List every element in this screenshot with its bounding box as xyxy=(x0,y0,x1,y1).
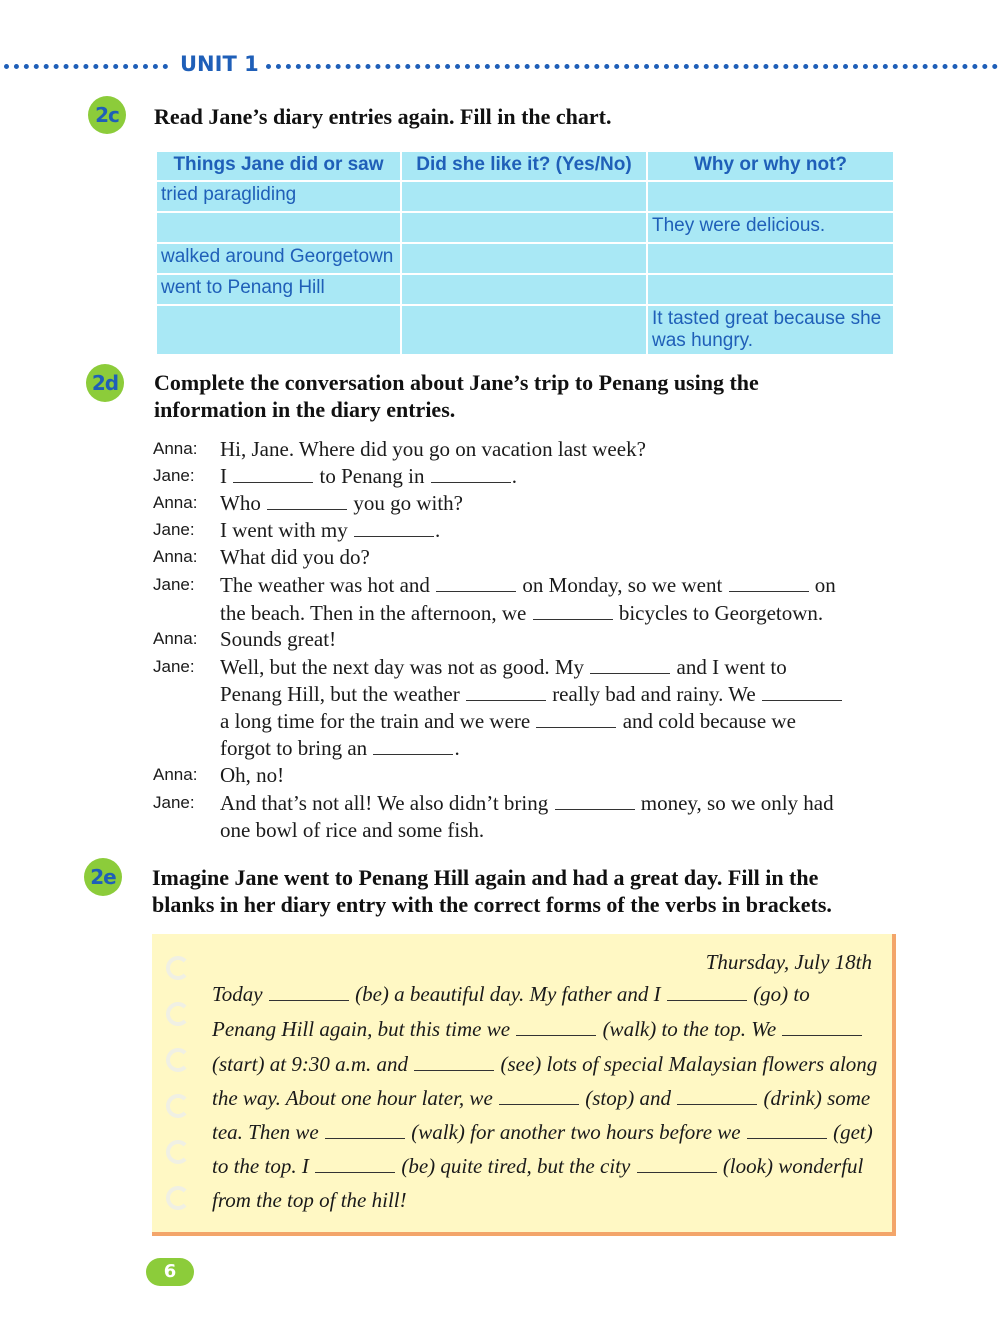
chart-cell[interactable] xyxy=(648,182,893,211)
answer-blank[interactable] xyxy=(373,737,453,755)
exercise-badge-2e: 2e xyxy=(84,858,122,896)
utterance-text: And that’s not all! We also didn’t bring xyxy=(220,791,549,815)
diary-date: Thursday, July 18th xyxy=(705,950,872,974)
chart-row xyxy=(157,306,893,354)
answer-blank[interactable] xyxy=(233,465,313,483)
diary-text: (go) to xyxy=(753,982,810,1006)
answer-blank[interactable] xyxy=(414,1053,494,1071)
utterance-text: and cold because we xyxy=(622,709,796,733)
chart-cell[interactable] xyxy=(157,306,400,354)
chart-cell[interactable]: tried paragliding xyxy=(157,182,400,211)
chart-cell[interactable]: went to Penang Hill xyxy=(157,275,400,304)
utterance xyxy=(220,545,895,570)
chart-cell[interactable] xyxy=(648,275,893,304)
instruction-2e-line1: Imagine Jane went to Penang Hill again and had a great day. Fill in the xyxy=(152,865,819,890)
speaker-label: Jane: xyxy=(153,657,195,676)
utterance-text: . xyxy=(454,736,460,760)
instruction-2d-line2: information in the diary entries. xyxy=(154,397,456,422)
speaker-label: Jane: xyxy=(153,575,195,594)
diary-text: Today xyxy=(212,982,263,1006)
answer-blank[interactable] xyxy=(590,656,670,674)
diary-text: Penang Hill again, but this time we xyxy=(212,1017,511,1041)
chart-row xyxy=(157,244,893,273)
utterance xyxy=(220,627,895,652)
binder-ring-icon xyxy=(166,1140,190,1164)
utterance-text: you go with? xyxy=(353,491,463,515)
utterance-text: a long time for the train and we were xyxy=(220,709,531,733)
diary-line xyxy=(212,1017,863,1042)
utterance-text: one bowl of rice and some fish. xyxy=(220,818,485,842)
dotted-rule-right xyxy=(266,64,998,69)
answer-blank[interactable] xyxy=(667,983,747,1001)
utterance-text: The weather was hot and xyxy=(220,573,430,597)
unit-header xyxy=(0,52,1000,80)
answer-blank[interactable] xyxy=(431,465,511,483)
answer-blank[interactable] xyxy=(762,683,842,701)
unit-label: UNIT 1 xyxy=(180,52,259,76)
utterance-text: I went with my xyxy=(220,518,348,542)
chart-cell[interactable] xyxy=(157,213,400,242)
utterance xyxy=(220,763,895,788)
utterance-text: . xyxy=(511,464,517,488)
diary-text: (be) quite tired, but the city xyxy=(401,1154,631,1178)
answer-blank[interactable] xyxy=(325,1121,405,1139)
utterance xyxy=(220,655,895,680)
answer-blank[interactable] xyxy=(637,1155,717,1173)
chart-cell[interactable] xyxy=(648,244,893,273)
binder-ring-icon xyxy=(166,956,190,980)
diary-text: (drink) some xyxy=(763,1086,871,1110)
chart-cell[interactable] xyxy=(402,306,646,354)
diary-text: (walk) to the top. We xyxy=(602,1017,777,1041)
answer-blank[interactable] xyxy=(466,683,546,701)
answer-blank[interactable] xyxy=(267,492,347,510)
chart-cell[interactable] xyxy=(402,182,646,211)
speaker-label: Anna: xyxy=(153,493,198,512)
diary-line xyxy=(212,1120,873,1145)
chart-cell[interactable] xyxy=(402,244,646,273)
utterance-text: forgot to bring an xyxy=(220,736,368,760)
chart-cell[interactable]: It tasted great because she was hungry. xyxy=(648,306,893,354)
answer-blank[interactable] xyxy=(533,602,613,620)
answer-blank[interactable] xyxy=(499,1087,579,1105)
utterance-text: bicycles to Georgetown. xyxy=(618,601,824,625)
utterance xyxy=(220,709,895,734)
utterance-text: money, so we only had xyxy=(640,791,834,815)
speaker-label: Anna: xyxy=(153,629,198,648)
answer-blank[interactable] xyxy=(747,1121,827,1139)
fill-in-chart xyxy=(155,150,895,356)
utterance-text: Hi, Jane. Where did you go on vacation last week? xyxy=(220,437,646,461)
answer-blank[interactable] xyxy=(555,792,635,810)
binder-ring-icon xyxy=(166,1002,190,1026)
speaker-label: Jane: xyxy=(153,466,195,485)
diary-line xyxy=(212,1154,863,1179)
utterance-text: Well, but the next day was not as good. My xyxy=(220,655,585,679)
chart-row xyxy=(157,213,893,242)
utterance xyxy=(220,437,895,462)
diary-text: tea. Then we xyxy=(212,1120,319,1144)
answer-blank[interactable] xyxy=(269,983,349,1001)
diary-text: the way. About one hour later, we xyxy=(212,1086,493,1110)
chart-cell[interactable] xyxy=(402,275,646,304)
utterance-text: . xyxy=(434,518,441,542)
answer-blank[interactable] xyxy=(354,519,434,537)
utterance-text: Who xyxy=(220,491,261,515)
utterance xyxy=(220,573,895,598)
speaker-label: Anna: xyxy=(153,765,198,784)
diary-text: to the top. I xyxy=(212,1154,309,1178)
utterance xyxy=(220,491,895,516)
utterance xyxy=(220,818,895,843)
diary-text: from the top of the hill! xyxy=(212,1188,407,1212)
utterance xyxy=(220,682,895,707)
chart-row xyxy=(157,182,893,211)
utterance-text: and I went to xyxy=(676,655,787,679)
utterance-text: to Penang in xyxy=(319,464,425,488)
column-header: Things Jane did or saw xyxy=(157,152,400,180)
speaker-label: Jane: xyxy=(153,520,195,539)
page-number: 6 xyxy=(146,1258,194,1286)
chart-header-row xyxy=(157,152,893,180)
instruction-2c: Read Jane’s diary entries again. Fill in the chart. xyxy=(154,104,612,129)
instruction-2d-line1: Complete the conversation about Jane’s trip to Penang using the xyxy=(154,370,759,395)
chart-cell[interactable]: They were delicious. xyxy=(648,213,893,242)
answer-blank[interactable] xyxy=(729,574,809,592)
diary-text: (see) lots of special Malaysian flowers along xyxy=(500,1052,878,1076)
answer-blank[interactable] xyxy=(536,710,616,728)
binder-ring-icon xyxy=(166,1186,190,1210)
utterance-text: Penang Hill, but the weather xyxy=(220,682,460,706)
utterance-text: What did you do? xyxy=(220,545,370,569)
diary-entry xyxy=(152,934,896,1236)
diary-text: (be) a beautiful day. My father and I xyxy=(355,982,661,1006)
exercise-badge-2c: 2c xyxy=(88,96,126,134)
answer-blank[interactable] xyxy=(782,1018,862,1036)
utterance-text: I xyxy=(220,464,227,488)
utterance xyxy=(220,601,895,626)
utterance-text: really bad and rainy. We xyxy=(552,682,756,706)
binder-ring-icon xyxy=(166,1094,190,1118)
utterance xyxy=(220,791,895,816)
column-header: Did she like it? (Yes/No) xyxy=(402,152,646,180)
dotted-rule-left xyxy=(4,64,168,69)
speaker-label: Anna: xyxy=(153,547,198,566)
diary-line xyxy=(212,1086,870,1111)
diary-text: (walk) for another two hours before we xyxy=(411,1120,741,1144)
diary-text: (stop) and xyxy=(585,1086,672,1110)
speaker-label: Anna: xyxy=(153,439,198,458)
answer-blank[interactable] xyxy=(516,1018,596,1036)
utterance xyxy=(220,518,895,543)
utterance xyxy=(220,464,895,489)
binder-ring-icon xyxy=(166,1048,190,1072)
instruction-2e-line2: blanks in her diary entry with the correct forms of the verbs in brackets. xyxy=(152,892,832,917)
answer-blank[interactable] xyxy=(677,1087,757,1105)
answer-blank[interactable] xyxy=(436,574,516,592)
chart-cell[interactable]: walked around Georgetown xyxy=(157,244,400,273)
utterance-text: on xyxy=(814,573,836,597)
diary-line xyxy=(212,1052,877,1077)
diary-text: (get) xyxy=(833,1120,873,1144)
utterance xyxy=(220,736,895,761)
diary-line xyxy=(212,982,810,1007)
speaker-label: Jane: xyxy=(153,793,195,812)
utterance-text: Sounds great! xyxy=(220,627,337,651)
diary-line xyxy=(212,1188,407,1213)
exercise-badge-2d: 2d xyxy=(86,364,124,402)
utterance-text: on Monday, so we went xyxy=(522,573,723,597)
answer-blank[interactable] xyxy=(315,1155,395,1173)
diary-text: (look) wonderful xyxy=(722,1154,864,1178)
column-header: Why or why not? xyxy=(648,152,893,180)
utterance-text: the beach. Then in the afternoon, we xyxy=(220,601,527,625)
chart-row xyxy=(157,275,893,304)
utterance-text: Oh, no! xyxy=(220,763,285,787)
diary-text: (start) at 9:30 a.m. and xyxy=(212,1052,408,1076)
chart-cell[interactable] xyxy=(402,213,646,242)
